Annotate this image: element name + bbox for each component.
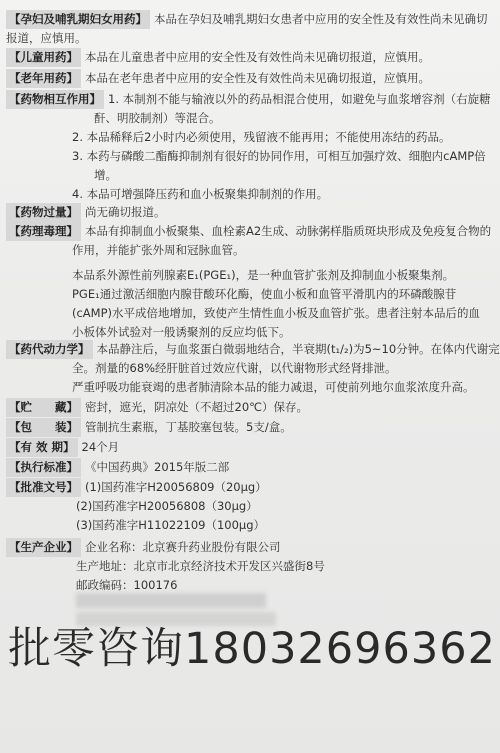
redacted-area	[76, 593, 266, 608]
section-text: 24个月	[81, 440, 120, 454]
pk-line: 全。剂量的68%经肝脏首过效应代谢，以代谢物形式经肾排泄。	[72, 361, 397, 375]
interaction-item: 4. 本品可增强降压药和血小板聚集抑制剂的作用。	[72, 187, 329, 201]
section-label: 【孕妇及哺乳期妇女用药】	[6, 10, 150, 29]
pharmacology-line: 本品有抑制血小板聚集、血栓素A2生成、动脉粥样脂质斑块形成及免疫复合物的	[85, 224, 492, 238]
manufacturer-postcode: 邮政编码：100176	[76, 578, 178, 592]
interaction-item: 2. 本品稀释后2小时内必须使用，残留液不能再用；不能使用冻结的药品。	[72, 130, 451, 144]
section-label: 【药物过量】	[6, 203, 81, 222]
manufacturer-name: 企业名称：北京赛升药业股份有限公司	[85, 540, 281, 554]
approval-item: (2)国药准字H20056808（30μg）	[76, 499, 258, 513]
section-storage	[6, 398, 494, 417]
section-pharmacokinetics	[6, 340, 500, 397]
interaction-item: 酐、明胶制剂）等混合。	[94, 111, 221, 125]
section-package	[6, 418, 494, 437]
section-label: 【执行标准】	[6, 458, 81, 477]
pharmacology-line: (cAMP)水平成倍地增加，致使产生情性血小板及血管扩张。患者注射本品后的血	[72, 306, 481, 320]
section-pharmacology	[6, 222, 494, 342]
section-children	[6, 48, 494, 67]
approval-item: (3)国药准字H11022109（100μg）	[76, 518, 266, 532]
pk-line: 本品静注后，与血浆蛋白微弱地结合，半衰期(t₁/₂)为5~10分钟。在体内代谢完	[96, 342, 500, 356]
section-label: 【儿童用药】	[6, 48, 81, 67]
section-manufacturer	[6, 538, 494, 595]
pharmacology-line: 作用，并能扩张外周和冠脉血管。	[72, 243, 245, 257]
pharmacology-line: 小板体外试验对一般诱聚剂的反应均低下。	[72, 325, 291, 339]
section-text: 密封，遮光，阴凉处（不超过20℃）保存。	[85, 400, 309, 414]
section-approval	[6, 478, 494, 535]
section-label: 【药物相互作用】	[6, 90, 104, 109]
manufacturer-address: 生产地址：北京市北京经济技术开发区兴盛街8号	[76, 559, 325, 573]
contact-watermark: 批零咨询18032696362	[8, 624, 496, 674]
approval-item: (1)国药准字H20056809（20μg）	[85, 480, 267, 494]
section-pregnancy	[6, 10, 494, 48]
section-interactions	[6, 90, 494, 204]
section-text: 尚无确切报道。	[85, 205, 166, 219]
interaction-item: 3. 本药与磷酸二酯酶抑制剂有很好的协同作用，可相互加强疗效、细胞内cAMP倍	[72, 149, 486, 163]
section-text: 管制抗生素瓶，丁基胶塞包装。5支/盒。	[85, 420, 292, 434]
pharmacology-line: 本品系外源性前列腺素E₁(PGE₁)，是一种血管扩张剂及抑制血小板聚集剂。	[72, 268, 455, 282]
pk-line: 严重呼吸功能衰竭的患者肺清除本品的能力减退，可使前列地尔血浆浓度升高。	[72, 380, 475, 394]
section-label: 【药理毒理】	[6, 222, 81, 241]
section-text: 本品在儿童患者中应用的安全性及有效性尚未见确切报道，应慎用。	[85, 50, 430, 64]
section-label: 【批准文号】	[6, 478, 81, 497]
section-standard	[6, 458, 494, 477]
section-text: 本品在孕妇及哺乳期妇女患者中应用的安全性及有效性尚未见确切报道，应慎用。	[6, 12, 488, 45]
section-elderly	[6, 69, 494, 88]
section-label: 【有 效 期】	[6, 438, 78, 457]
section-label: 【包 装】	[6, 418, 81, 437]
interaction-item: 1. 本制剂不能与输液以外的药品相混合使用，如避免与血浆增容剂（右旋糖	[108, 92, 491, 106]
section-label: 【药代动力学】	[6, 340, 93, 359]
section-label: 【老年用药】	[6, 69, 81, 88]
section-text: 《中国药典》2015年版二部	[85, 460, 230, 474]
interaction-item: 增。	[94, 168, 117, 182]
section-label: 【生产企业】	[6, 538, 81, 557]
section-validity	[6, 438, 494, 457]
pharmacology-line: PGE₁通过激活细胞内腺苷酸环化酶，使血小板和血管平滑肌内的环磷酸腺苷	[72, 287, 457, 301]
section-text: 本品在老年患者中应用的安全性及有效性尚未见确切报道，应慎用。	[85, 71, 430, 85]
section-overdose	[6, 203, 494, 222]
section-label: 【贮 藏】	[6, 398, 81, 417]
